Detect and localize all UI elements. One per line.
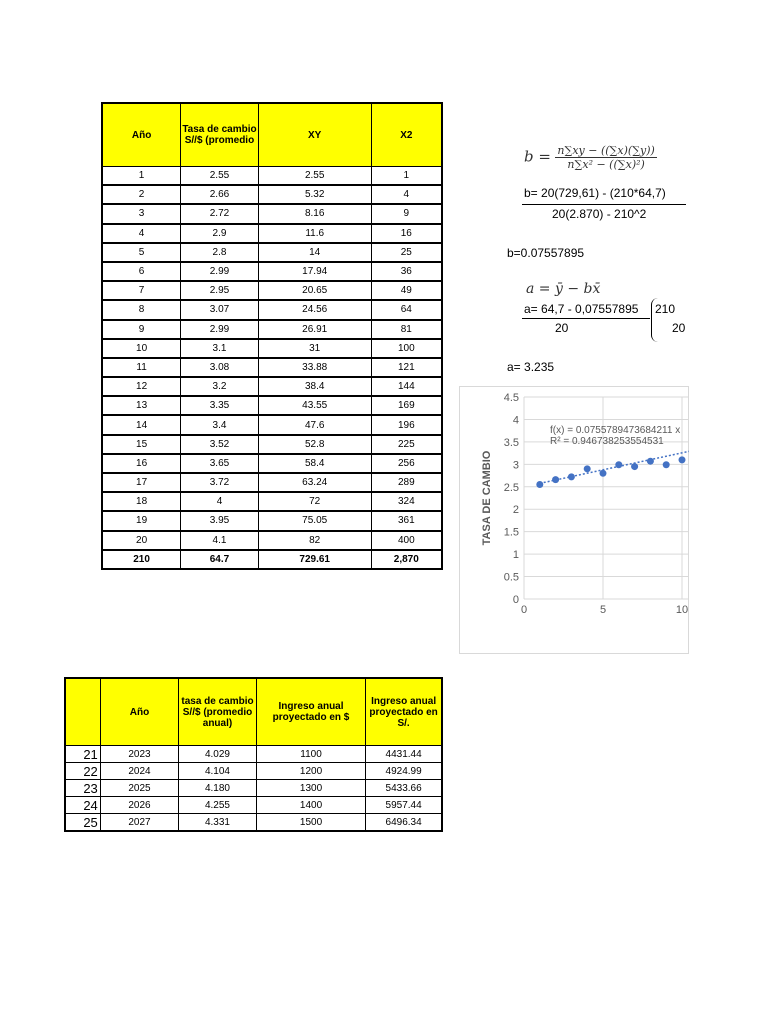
cell-xy: 20.65 <box>258 281 371 300</box>
y-tick-label: 2.5 <box>503 481 519 494</box>
data-point <box>679 456 686 463</box>
cell-year: 2023 <box>100 746 178 763</box>
cell-exchange-rate: 4 <box>181 492 259 511</box>
cell-exchange-rate: 4.029 <box>179 746 257 763</box>
data-point <box>552 476 559 483</box>
cell-xy: 5.32 <box>258 185 371 204</box>
table-row <box>65 746 442 763</box>
cell-year: 2027 <box>100 814 178 832</box>
data-point <box>631 463 638 470</box>
cell-year: 16 <box>102 454 181 473</box>
cell-exchange-rate: 3.08 <box>181 358 259 377</box>
cell-exchange-rate: 3.4 <box>181 415 259 434</box>
table-row <box>102 262 442 281</box>
regression-table-header <box>102 103 442 167</box>
cell-year: 13 <box>102 396 181 415</box>
table-row <box>102 320 442 339</box>
cell-xy: 52.8 <box>258 435 371 454</box>
projection-table <box>64 677 443 832</box>
cell-exchange-rate: 2.95 <box>181 281 259 300</box>
totals-row <box>102 550 442 569</box>
cell-income-usd: 1100 <box>256 746 365 763</box>
cell-year: 12 <box>102 377 181 396</box>
cell-year: 2025 <box>100 780 178 797</box>
cell-income-pen: 4924.99 <box>366 763 442 780</box>
projection-table-header <box>65 678 442 746</box>
x-tick-label: 5 <box>599 604 607 616</box>
cell-year: 3 <box>102 204 181 223</box>
header-year: Año <box>102 103 181 167</box>
cell-x2: 25 <box>371 243 442 262</box>
cell-year: 20 <box>102 531 181 550</box>
cell-x2: 16 <box>371 224 442 243</box>
y-tick-label: 3.5 <box>503 436 519 449</box>
scatter-chart <box>459 386 689 654</box>
cell-year: 1 <box>102 167 181 186</box>
cell-x2: 196 <box>371 415 442 434</box>
table-row <box>102 358 442 377</box>
table-row <box>102 531 442 550</box>
cell-income-usd: 1200 <box>256 763 365 780</box>
cell-exchange-rate: 4.331 <box>179 814 257 832</box>
cell-exchange-rate: 2.99 <box>181 320 259 339</box>
cell-year: 19 <box>102 511 181 530</box>
table-row <box>102 185 442 204</box>
cell-x2: 256 <box>371 454 442 473</box>
cell-year: 17 <box>102 473 181 492</box>
cell-x2: 9 <box>371 204 442 223</box>
b-result: b=0.07557895 <box>507 246 585 260</box>
cell-exchange-rate: 3.07 <box>181 300 259 319</box>
cell-exchange-rate: 3.2 <box>181 377 259 396</box>
cell-xy: 58.4 <box>258 454 371 473</box>
cell-xy: 8.16 <box>258 204 371 223</box>
cell-year: 10 <box>102 339 181 358</box>
cell-x2: 225 <box>371 435 442 454</box>
x-tick-label: 0 <box>520 604 528 616</box>
cell-year: 8 <box>102 300 181 319</box>
cell-exchange-rate: 2.99 <box>181 262 259 281</box>
trendline-equation: f(x) = 0.0755789473684211 x <box>550 424 681 436</box>
table-row <box>65 797 442 814</box>
cell-income-usd: 1500 <box>256 814 365 832</box>
b-fraction-line <box>522 204 686 205</box>
a-fraction-line <box>522 318 650 319</box>
cell-xy: 72 <box>258 492 371 511</box>
scatter-chart-svg <box>459 386 689 654</box>
x-tick-label: 10 <box>675 604 689 616</box>
cell-xy: 63.24 <box>258 473 371 492</box>
cell-exchange-rate: 4.180 <box>179 780 257 797</box>
data-point <box>647 458 654 465</box>
header-x2: X2 <box>371 103 442 167</box>
cell-year: 2 <box>102 185 181 204</box>
cell-exchange-rate: 2.55 <box>181 167 259 186</box>
cell-year: 15 <box>102 435 181 454</box>
cell-income-pen: 6496.34 <box>366 814 442 832</box>
cell-exchange-rate: 4.255 <box>179 797 257 814</box>
cell-x2: 289 <box>371 473 442 492</box>
total-xy: 729.61 <box>258 550 371 569</box>
table-row <box>102 454 442 473</box>
cell-xy: 82 <box>258 531 371 550</box>
y-tick-label: 1 <box>512 549 519 562</box>
cell-exchange-rate: 3.95 <box>181 511 259 530</box>
cell-index: 22 <box>65 763 100 780</box>
cell-year: 7 <box>102 281 181 300</box>
data-point <box>600 470 607 477</box>
cell-year: 2026 <box>100 797 178 814</box>
cell-index: 25 <box>65 814 100 832</box>
cell-exchange-rate: 3.65 <box>181 454 259 473</box>
cell-exchange-rate: 3.72 <box>181 473 259 492</box>
data-point <box>663 461 670 468</box>
header-year: Año <box>100 678 178 746</box>
cell-exchange-rate: 2.66 <box>181 185 259 204</box>
table-row <box>102 511 442 530</box>
y-tick-label: 0 <box>512 594 519 606</box>
cell-x2: 361 <box>371 511 442 530</box>
table-row <box>102 492 442 511</box>
y-tick-label: 2 <box>512 504 519 517</box>
cell-index: 24 <box>65 797 100 814</box>
y-tick-label: 4 <box>512 414 519 427</box>
table-row <box>102 300 442 319</box>
cell-income-pen: 5957.44 <box>366 797 442 814</box>
table-row <box>65 763 442 780</box>
b-denominator: 20(2.870) - 210^2 <box>552 207 647 221</box>
cell-xy: 26.91 <box>258 320 371 339</box>
cell-xy: 43.55 <box>258 396 371 415</box>
y-tick-label: 1.5 <box>503 526 519 539</box>
cell-year: 2024 <box>100 763 178 780</box>
cell-x2: 169 <box>371 396 442 415</box>
y-axis-label: TASA DE CAMBIO <box>481 450 493 546</box>
data-point <box>584 465 591 472</box>
table-row <box>102 396 442 415</box>
cell-x2: 121 <box>371 358 442 377</box>
cell-x2: 144 <box>371 377 442 396</box>
table-row <box>102 473 442 492</box>
data-point <box>615 461 622 468</box>
table-row <box>102 224 442 243</box>
cell-xy: 31 <box>258 339 371 358</box>
cell-exchange-rate: 2.9 <box>181 224 259 243</box>
cell-index: 23 <box>65 780 100 797</box>
table-row <box>102 167 442 186</box>
cell-x2: 400 <box>371 531 442 550</box>
cell-year: 18 <box>102 492 181 511</box>
table-row <box>102 243 442 262</box>
cell-exchange-rate: 2.72 <box>181 204 259 223</box>
cell-x2: 36 <box>371 262 442 281</box>
cell-x2: 100 <box>371 339 442 358</box>
header-index <box>65 678 100 746</box>
table-row <box>102 281 442 300</box>
cell-exchange-rate: 3.52 <box>181 435 259 454</box>
r-squared-label: R² = 0.946738253554531 <box>550 435 664 447</box>
cell-xy: 33.88 <box>258 358 371 377</box>
total-x2: 2,870 <box>371 550 442 569</box>
a-paren-value: 210 <box>655 302 676 316</box>
table-row <box>102 339 442 358</box>
header-exchange-rate: tasa de cambio S//$ (promedio anual) <box>179 678 257 746</box>
cell-xy: 14 <box>258 243 371 262</box>
y-tick-label: 0.5 <box>503 571 519 584</box>
cell-income-pen: 5433.66 <box>366 780 442 797</box>
cell-xy: 47.6 <box>258 415 371 434</box>
total-exchange-rate: 64.7 <box>181 550 259 569</box>
header-income-usd: Ingreso anual proyectado en $ <box>256 678 365 746</box>
cell-year: 6 <box>102 262 181 281</box>
cell-xy: 17.94 <box>258 262 371 281</box>
cell-year: 5 <box>102 243 181 262</box>
cell-x2: 49 <box>371 281 442 300</box>
cell-xy: 75.05 <box>258 511 371 530</box>
cell-exchange-rate: 4.104 <box>179 763 257 780</box>
cell-index: 21 <box>65 746 100 763</box>
header-income-pen: Ingreso anual proyectado en S/. <box>366 678 442 746</box>
a-result: a= 3.235 <box>507 360 555 374</box>
total-year: 210 <box>102 550 181 569</box>
cell-income-pen: 4431.44 <box>366 746 442 763</box>
cell-x2: 1 <box>371 167 442 186</box>
cell-x2: 4 <box>371 185 442 204</box>
table-row <box>102 415 442 434</box>
cell-year: 11 <box>102 358 181 377</box>
regression-table <box>101 102 443 570</box>
cell-xy: 38.4 <box>258 377 371 396</box>
cell-year: 4 <box>102 224 181 243</box>
table-row <box>65 814 442 832</box>
data-point <box>568 473 575 480</box>
cell-x2: 64 <box>371 300 442 319</box>
cell-income-usd: 1400 <box>256 797 365 814</box>
cell-exchange-rate: 3.1 <box>181 339 259 358</box>
y-tick-label: 3 <box>512 459 519 472</box>
y-tick-label: 4.5 <box>503 392 519 404</box>
a-denominator-right: 20 <box>672 321 686 335</box>
a-line: a= 64,7 - 0,07557895 <box>524 302 639 316</box>
cell-exchange-rate: 3.35 <box>181 396 259 415</box>
cell-exchange-rate: 4.1 <box>181 531 259 550</box>
cell-x2: 81 <box>371 320 442 339</box>
header-exchange-rate: Tasa de cambio S//$ (promedio <box>181 103 259 167</box>
cell-xy: 11.6 <box>258 224 371 243</box>
data-point <box>536 481 543 488</box>
cell-year: 9 <box>102 320 181 339</box>
cell-xy: 2.55 <box>258 167 371 186</box>
cell-x2: 324 <box>371 492 442 511</box>
cell-year: 14 <box>102 415 181 434</box>
cell-exchange-rate: 2.8 <box>181 243 259 262</box>
b-numerator: b= 20(729,61) - (210*64,7) <box>524 186 666 200</box>
cell-xy: 24.56 <box>258 300 371 319</box>
a-formula: a = ȳ − bx̄ <box>526 281 601 297</box>
header-xy: XY <box>258 103 371 167</box>
cell-income-usd: 1300 <box>256 780 365 797</box>
table-row <box>102 377 442 396</box>
table-row <box>65 780 442 797</box>
a-denominator-left: 20 <box>555 321 569 335</box>
table-row <box>102 204 442 223</box>
table-row <box>102 435 442 454</box>
b-formula: b = $\frac{n\sum xy - ((\sum x)(\sum y))}{\text{n∑x² − ((∑x)²)}}$ <box>524 144 655 171</box>
